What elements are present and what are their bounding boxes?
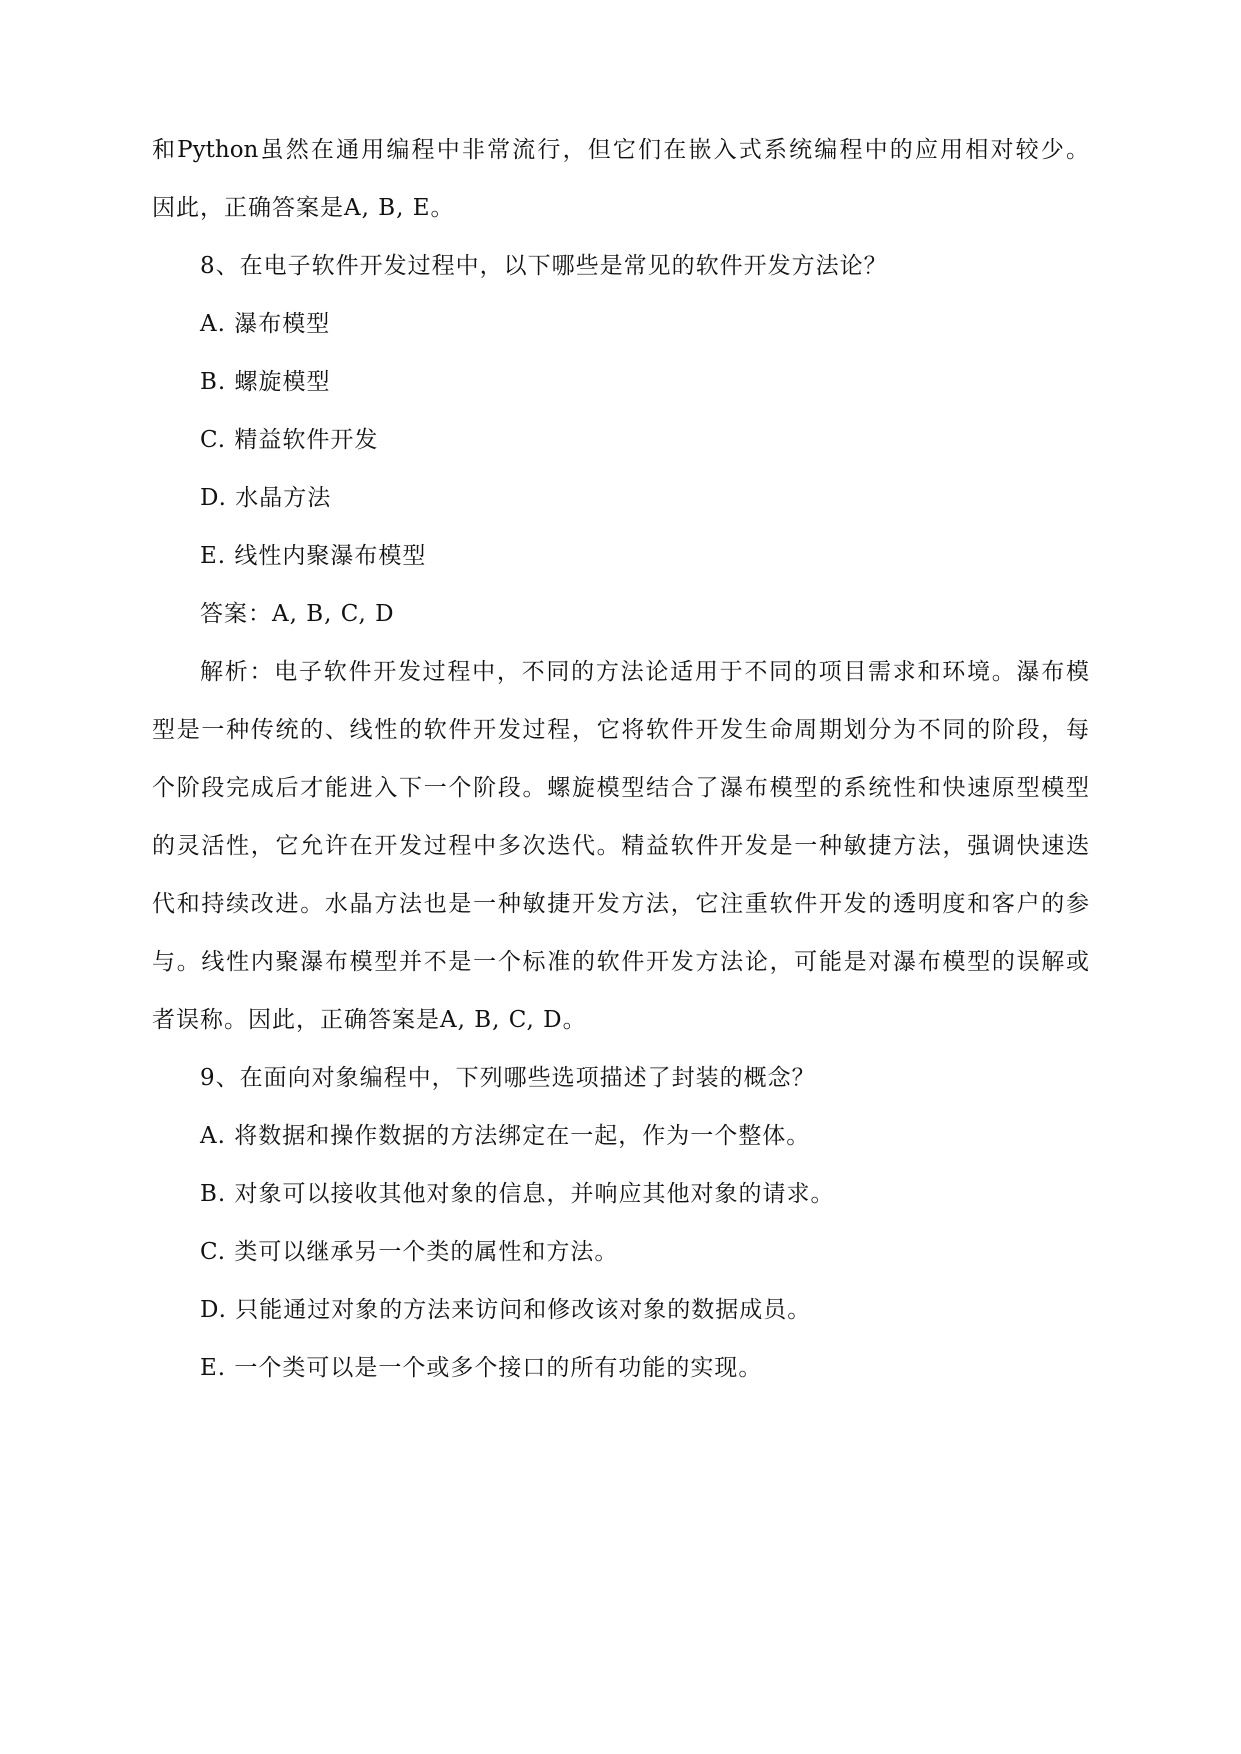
analysis-line: 型是一种传统的、线性的软件开发过程，它将软件开发生命周期划分为不同的阶段，每 (152, 717, 1089, 743)
analysis-line: 解析：电子软件开发过程中，不同的方法论适用于不同的项目需求和环境。瀑布模 (200, 659, 1089, 685)
option-item: A. 将数据和操作数据的方法绑定在一起，作为一个整体。 (200, 1123, 811, 1149)
analysis-line: 者误称。因此，正确答案是A, B, C, D。 (152, 1007, 587, 1033)
option-item: C. 精益软件开发 (200, 427, 379, 453)
analysis-line: 代和持续改进。水晶方法也是一种敏捷开发方法，它注重软件开发的透明度和客户的参 (152, 891, 1089, 917)
option-item: B. 螺旋模型 (200, 369, 331, 395)
question-stem: 8、在电子软件开发过程中，以下哪些是常见的软件开发方法论？ (200, 253, 888, 279)
option-item: C. 类可以继承另一个类的属性和方法。 (200, 1239, 619, 1265)
option-item: D. 水晶方法 (200, 485, 332, 511)
analysis-line: 的灵活性，它允许在开发过程中多次迭代。精益软件开发是一种敏捷方法，强调快速迭 (152, 833, 1089, 859)
option-item: E. 一个类可以是一个或多个接口的所有功能的实现。 (200, 1355, 763, 1381)
text-line: 和Python虽然在通用编程中非常流行，但它们在嵌入式系统编程中的应用相对较少。 (152, 137, 1089, 163)
question-stem: 9、在面向对象编程中，下列哪些选项描述了封装的概念？ (200, 1065, 816, 1091)
option-item: B. 对象可以接收其他对象的信息，并响应其他对象的请求。 (200, 1181, 835, 1207)
analysis-line: 个阶段完成后才能进入下一个阶段。螺旋模型结合了瀑布模型的系统性和快速原型模型 (152, 775, 1089, 801)
text-line: 因此，正确答案是A, B, E。 (152, 195, 455, 221)
answer-line: 答案：A, B, C, D (200, 601, 395, 627)
analysis-line: 与。线性内聚瀑布模型并不是一个标准的软件开发方法论，可能是对瀑布模型的误解或 (152, 949, 1089, 975)
option-item: A. 瀑布模型 (200, 311, 331, 337)
option-item: E. 线性内聚瀑布模型 (200, 543, 427, 569)
option-item: D. 只能通过对象的方法来访问和修改该对象的数据成员。 (200, 1297, 812, 1323)
